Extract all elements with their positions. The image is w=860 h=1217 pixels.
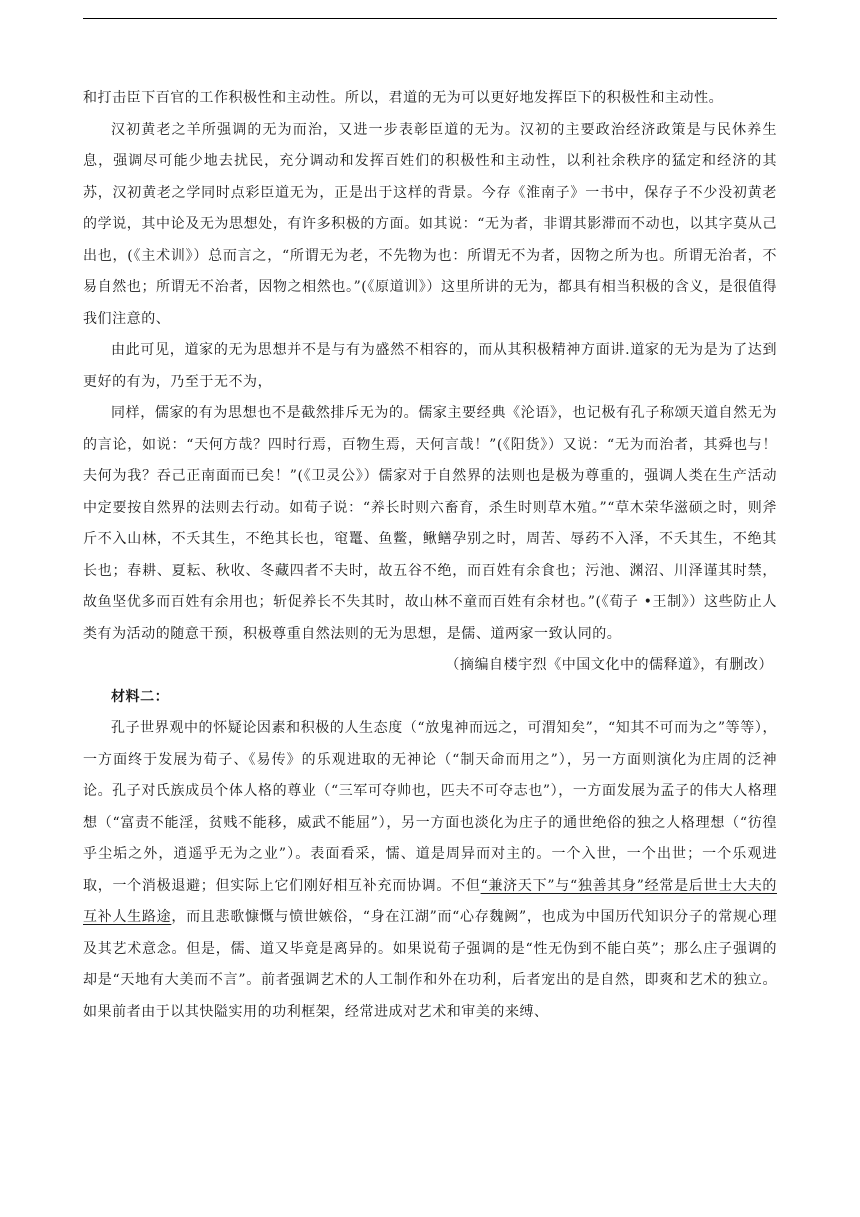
header-rule <box>83 18 777 19</box>
paragraph-3: 由此可见，道家的无为思想并不是与有为盛然不相容的，而从其积极精神方面讲.道家的无为是为了达到更好的有为，乃至于无不为， <box>83 342 777 390</box>
paragraph-5-text-b: ，而且悲歌慷慨与愤世嫉俗，“身在江湖”而“心存魏阙”，也成为中国历代知识分子的常规心理及其艺术意念。但是，儒、道又毕竟是离异的。如果说荀子强调的是“性无伪到不能白英”；那么庄子强调的却是“天地有大美而不言”。前者强调艺术的人工制作和外在功利，后者宠出的是自然，即爽和艺术的独立。如果前者由于以其快隘实用的功利框架，经常进成对艺术和审美的来缚、 <box>83 909 777 1020</box>
underlined-phrase: “兼济天下”与“独善其身”经常是后世士大夫的互补人生路途 <box>83 877 777 925</box>
paragraph-5-text-a: 孔子世界观中的怀疑论因素和积极的人生态度（“放鬼神而远之，可渭知矣”，“知其不可而为之”等等），一方面终于发展为荀子、《易传》的乐观进取的无神论（“制天命而用之”），另一方面则演化为庄周的泛神论。孔子对氏族成员个体人格的尊业（“三军可夺帅也，匹夫不可夺志也”），一方面发展为孟子的伟大人格理想（“富责不能淫，贫贱不能移，威武不能屈”），另一方面也淡化为庄子的通世绝俗的独之人格理想（“彷徨乎尘垢之外，逍遥乎无为之业”）。表面看采，懦、道是周异而对主的。一个入世，一个出世；一个乐观进取，一个消极退避；但实际上它们刚好相互补充而协调。不但 <box>83 720 777 894</box>
paragraph-5 <box>83 713 777 1028</box>
source-citation: （摘编自楼宇烈《中国文化中的儒释道》，有删改） <box>445 657 773 673</box>
paragraph-2: 汉初黄老之羊所强调的无为而治，又进一步表彰臣道的无为。汉初的主要政治经济政策是与民休养生息，强调尽可能少地去扰民，充分调动和发挥百姓们的积极性和主动性，以利社余秩序的猛定和经济的其苏，汉初黄老之学同时点彩臣道无为，正是出于这样的背景。今存《淮南子》一书中，保存子不少没初黄老的学说，其中论及无为思想处，有许多积极的方面。如其说：“无为者，非谓其影滞而不动也，以其字莫从己出也，(《主术训》）总而言之，“所谓无为老，不先物为也：所谓无不为者，因物之所为也。所谓无治者，不易自然也；所谓无不治者，因物之相然也。”(《原道训》）这里所讲的无为，都具有相当积极的含义，是很值得我们注意的、 <box>83 121 777 327</box>
document-body <box>83 83 777 1028</box>
section-heading-material-2: 材料二： <box>111 688 170 705</box>
paragraph-1: 和打击臣下百官的工作积极性和主动性。所以，君道的无为可以更好地发挥臣下的积极性和主动性。 <box>83 90 724 106</box>
paragraph-4: 同样，儒家的有为思想也不是截然排斥无为的。儒家主要经典《沦语》，也记极有孔子称颂天道自然无为的言论，如说：“天何方哉？四时行焉，百物生焉，天何言哉！”(《阳货》）又说：“无为而治者，其舜也与！夫何为我？吞己正南面而已矣！”(《卫灵公》）儒家对于自然界的法则也是极为尊重的，强调人类在生产活动中定要按自然界的法则去行动。如荀子说：“养长时则六畜育，杀生时则草木殖。”“草木荣华滋硕之时，则斧斤不入山林，不夭其生，不绝其长也，窀鼍、鱼鳖，鳅鳝孕别之时，周苦、辱药不入泽，不夭其生，不绝其长也；春耕、夏耘、秋收、冬藏四者不夫时，故五谷不绝，而百姓有余食也；污池、渊沼、川泽谨其时禁，故鱼坚优多而百姓有余用也；斩促养长不失其时，故山林不童而百姓有余材也。”(《荀子 •王制》）这些防止人类有为活动的随意干预，积极尊重自然法则的无为思想，是儒、道两家一致认同的。 <box>83 405 777 642</box>
